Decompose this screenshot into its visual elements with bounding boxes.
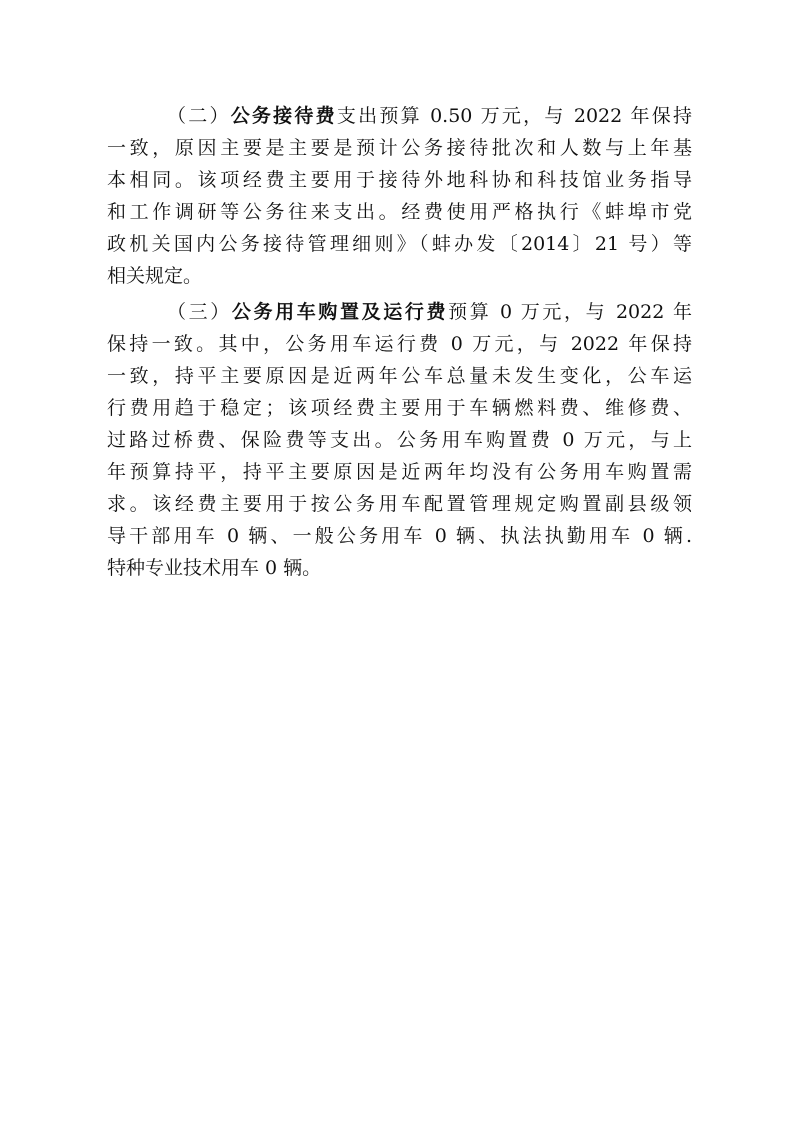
paragraph-line: 特种专业技术用车 0 辆。 <box>107 557 322 579</box>
paragraph-line: 求。该经费主要用于按公务用车配置管理规定购置副县级领 <box>107 493 692 515</box>
paragraph-line: 导干部用车 0 辆、一般公务用车 0 辆、执法执勤用车 0 辆. <box>107 525 692 547</box>
section-number: （二） <box>167 105 231 127</box>
paragraph-line: 一致，原因主要是主要是预计公务接待批次和人数与上年基 <box>107 137 692 159</box>
section-text: 支出预算 0.50 万元，与 2022 年保持 <box>336 105 692 127</box>
paragraph-line: 年预算持平，持平主要原因是近两年均没有公务用车购置需 <box>107 461 692 483</box>
paragraph-line: 和工作调研等公务往来支出。经费使用严格执行《蚌埠市党 <box>107 201 692 223</box>
section-heading: 公务接待费 <box>230 105 337 127</box>
paragraph-line: 相关规定。 <box>107 265 203 287</box>
section-number: （三） <box>167 301 232 323</box>
paragraph-line <box>107 100 692 132</box>
paragraph-line: 过路过桥费、保险费等支出。公务用车购置费 0 万元，与上 <box>107 429 692 451</box>
section-heading: 公务用车购置及运行费 <box>231 301 449 323</box>
paragraph-vehicle-fee <box>107 296 692 584</box>
paragraph-line: 本相同。该项经费主要用于接待外地科协和科技馆业务指导 <box>107 169 692 191</box>
section-text: 预算 0 万元，与 2022 年 <box>448 301 692 323</box>
paragraph-reception-fee <box>107 100 692 292</box>
paragraph-line: 一致，持平主要原因是近两年公车总量未发生变化，公车运 <box>107 365 692 387</box>
document-body <box>107 100 692 584</box>
paragraph-line: 行费用趋于稳定；该项经费主要用于车辆燃料费、维修费、 <box>107 397 692 419</box>
paragraph-line: 保持一致。其中，公务用车运行费 0 万元，与 2022 年保持 <box>107 333 692 355</box>
paragraph-line <box>107 296 692 328</box>
paragraph-line: 政机关国内公务接待管理细则》（蚌办发〔2014〕21 号）等 <box>107 233 692 255</box>
